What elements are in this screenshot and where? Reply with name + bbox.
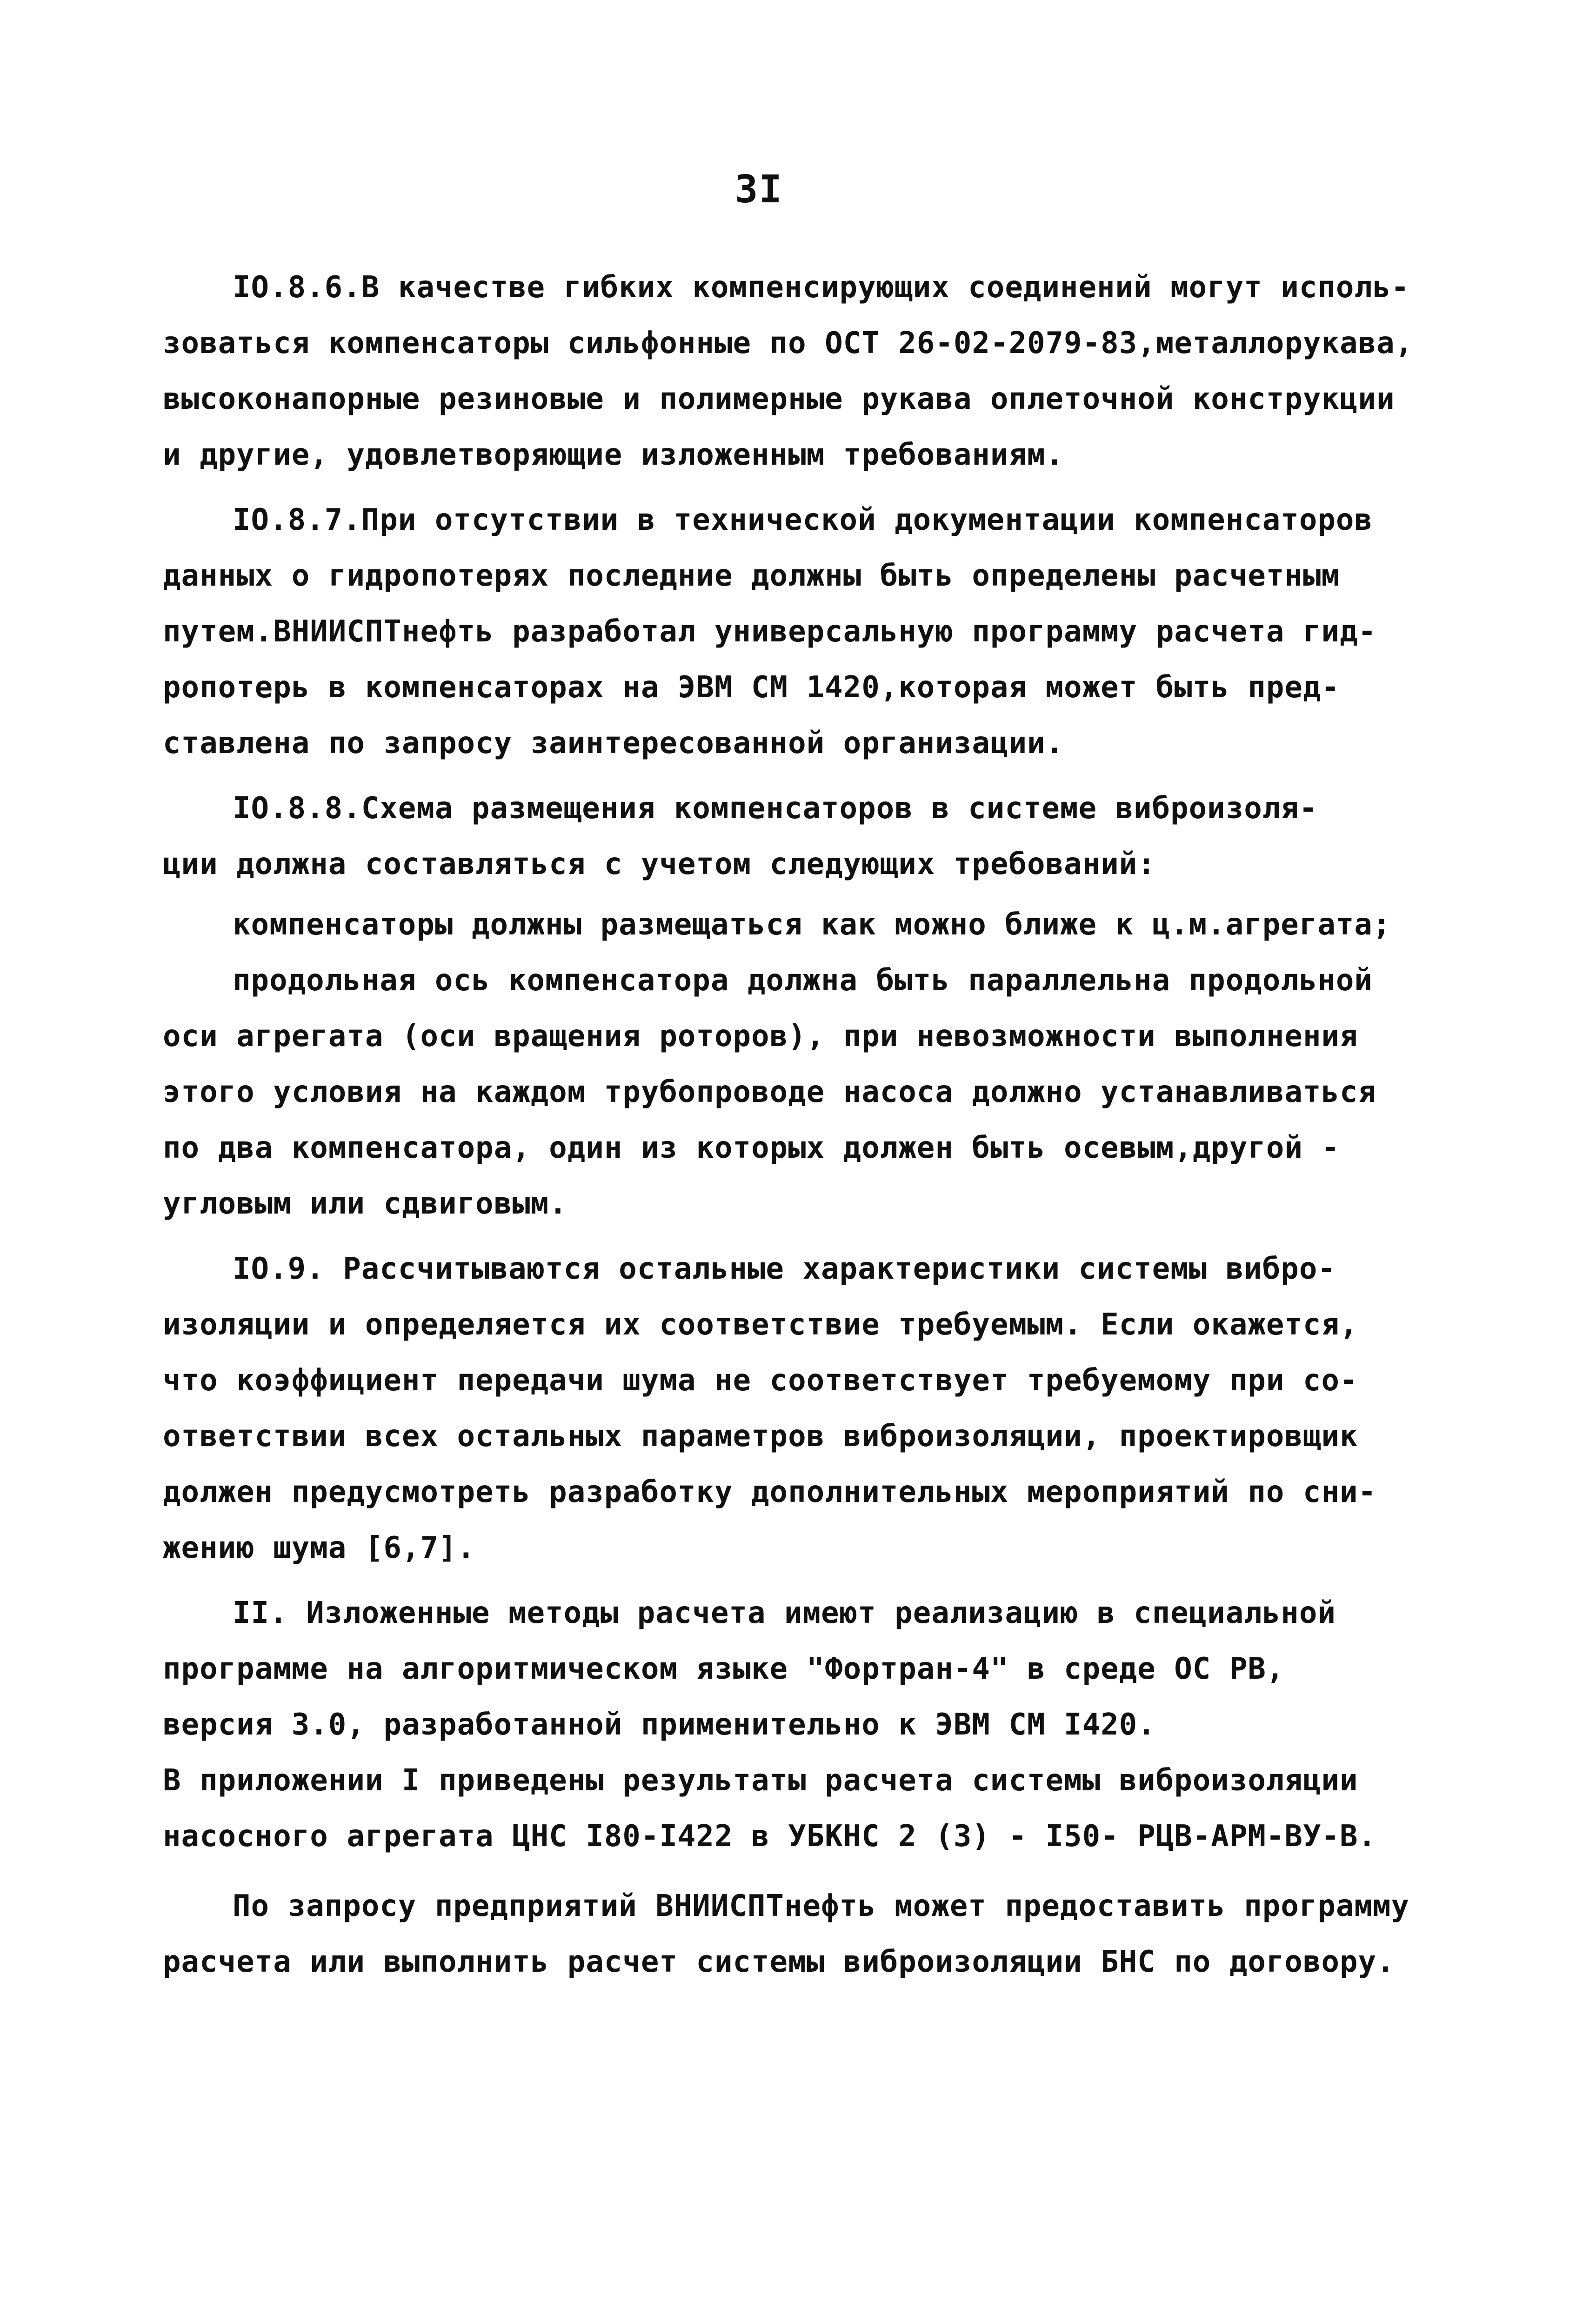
text-line: расчета или выполнить расчет системы виброизоляции БНС по договору. (163, 1945, 1395, 1979)
page-number: 3I (735, 167, 783, 212)
text-line: продольная ось компенсатора должна быть параллельна продольной (233, 963, 1373, 998)
text-line: оси агрегата (оси вращения роторов), при невозможности выполнения (163, 1019, 1358, 1054)
text-line: ставлена по запросу заинтересованной организации. (163, 726, 1064, 761)
text-line: II. Изложенные методы расчета имеют реализацию в специальной (233, 1596, 1336, 1630)
text-line: программе на алгоритмическом языке "Фортран-4" в среде ОС РВ, (163, 1652, 1285, 1686)
text-line: высоконапорные резиновые и полимерные рукава оплеточной конструкции (163, 382, 1395, 416)
text-line: ропотерь в компенсаторах на ЭВМ СМ 1420,которая может быть пред- (163, 670, 1340, 705)
text-line: По запросу предприятий ВНИИСПТнефть может предоставить программу (233, 1889, 1409, 1923)
text-line: версия 3.0, разработанной применительно к ЭВМ СМ I420. (163, 1708, 1156, 1742)
text-line: IO.9. Рассчитываются остальные характеристики системы вибро- (233, 1252, 1336, 1286)
text-line: угловым или сдвиговым. (163, 1187, 568, 1221)
text-line: и другие, удовлетворяющие изложенным требованиям. (163, 438, 1064, 472)
text-line: изоляции и определяется их соответствие требуемым. Если окажется, (163, 1308, 1358, 1342)
text-line: компенсаторы должны размещаться как можно ближе к ц.м.агрегата; (233, 907, 1391, 942)
text-line: ответствии всех остальных параметров виброизоляции, проектировщик (163, 1419, 1358, 1454)
text-line: насосного агрегата ЦНС I80-I422 в УБКНС 2 (3) - I50- РЦВ-АРМ-ВУ-В. (163, 1819, 1377, 1854)
text-line: по два компенсатора, один из которых должен быть осевым,другой - (163, 1131, 1340, 1165)
text-line: этого условия на каждом трубопроводе насоса должно устанавливаться (163, 1075, 1377, 1109)
text-line: IO.8.8.Схема размещения компенсаторов в системе виброизоля- (233, 791, 1318, 826)
text-line: путем.ВНИИСПТнефть разработал универсальную программу расчета гид- (163, 614, 1377, 649)
text-line: должен предусмотреть разработку дополнительных мероприятий по сни- (163, 1475, 1377, 1509)
text-line: что коэффициент передачи шума не соответствует требуемому при со- (163, 1363, 1358, 1398)
text-line: зоваться компенсаторы сильфонные по ОСТ 26-02-2079-83,металлорукава, (163, 326, 1414, 360)
text-line: жению шума [6,7]. (163, 1531, 476, 1565)
text-line: данных о гидропотерях последние должны быть определены расчетным (163, 559, 1340, 593)
text-line: IO.8.6.В качестве гибких компенсирующих соединений могут исполь- (233, 270, 1409, 305)
text-line: В приложении I приведены результаты расчета системы виброизоляции (163, 1763, 1358, 1798)
text-line: IO.8.7.При отсутствии в технической документации компенсаторов (233, 503, 1373, 537)
text-line: ции должна составляться с учетом следующих требований: (163, 847, 1156, 881)
